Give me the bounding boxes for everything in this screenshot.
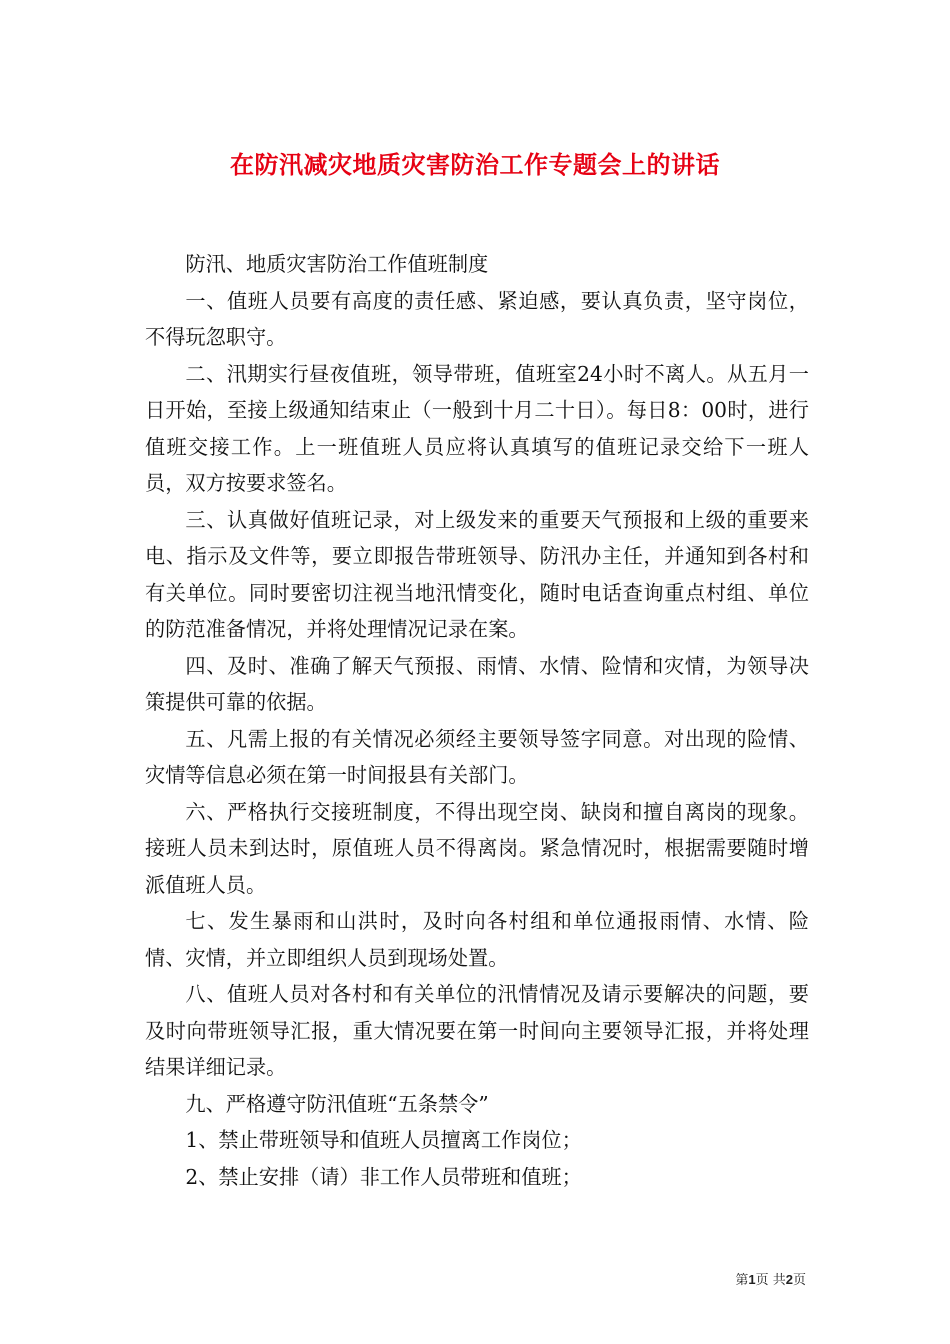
footer-suffix: 页 bbox=[792, 1273, 806, 1288]
page-footer bbox=[0, 1271, 806, 1290]
paragraph-rule-9: 九、严格遵守防汛值班“五条禁令” bbox=[185, 1091, 489, 1116]
section-heading: 防汛、地质灾害防治工作值班制度 bbox=[185, 252, 489, 276]
footer-prefix: 第 bbox=[735, 1273, 749, 1288]
paragraph-rule-1: 一、值班人员要有高度的责任感、紧迫感，要认真负责，坚守岗位，不得玩忽职守。 bbox=[145, 288, 809, 349]
list-item-ban-2: 2、禁止安排（请）非工作人员带班和值班； bbox=[185, 1164, 582, 1189]
footer-total-pages: 2 bbox=[785, 1272, 793, 1287]
paragraph-rule-4: 四、及时、准确了解天气预报、雨情、水情、险情和灾情，为领导决策提供可靠的依据。 bbox=[145, 653, 809, 714]
paragraph-rule-2: 二、汛期实行昼夜值班，领导带班，值班室24小时不离人。从五月一日开始，至接上级通知结束止（一般到十月二十日）。每日8：00时，进行值班交接工作。上一班值班人员应将认真填写的值班记录交给下一班人员，双方按要求签名。 bbox=[145, 361, 809, 495]
paragraph-rule-3: 三、认真做好值班记录，对上级发来的重要天气预报和上级的重要来电、指示及文件等，要立即报告带班领导、防汛办主任，并通知到各村和有关单位。同时要密切注视当地汛情变化，随时电话查询重点村组、单位的防范准备情况，并将处理情况记录在案。 bbox=[145, 507, 809, 641]
footer-current-page: 1 bbox=[748, 1272, 756, 1287]
paragraph-rule-5: 五、凡需上报的有关情况必须经主要领导签字同意。对出现的险情、灾情等信息必须在第一时间报县有关部门。 bbox=[145, 726, 809, 787]
paragraph-rule-7: 七、发生暴雨和山洪时，及时向各村组和单位通报雨情、水情、险情、灾情，并立即组织人员到现场处置。 bbox=[145, 909, 809, 970]
list-item-ban-1: 1、禁止带班领导和值班人员擅离工作岗位； bbox=[185, 1128, 582, 1152]
paragraph-rule-6: 六、严格执行交接班制度，不得出现空岗、缺岗和擅自离岗的现象。接班人员未到达时，原值班人员不得离岗。紧急情况时，根据需要随时增派值班人员。 bbox=[145, 799, 809, 897]
document-body bbox=[145, 246, 809, 1195]
paragraph-rule-8: 八、值班人员对各村和有关单位的汛情情况及请示要解决的问题，要及时向带班领导汇报，重大情况要在第一时间向主要领导汇报，并将处理结果详细记录。 bbox=[145, 982, 809, 1079]
document-title: 在防汛减灾地质灾害防治工作专题会上的讲话 bbox=[230, 150, 720, 180]
footer-middle: 页 共 bbox=[755, 1273, 786, 1288]
